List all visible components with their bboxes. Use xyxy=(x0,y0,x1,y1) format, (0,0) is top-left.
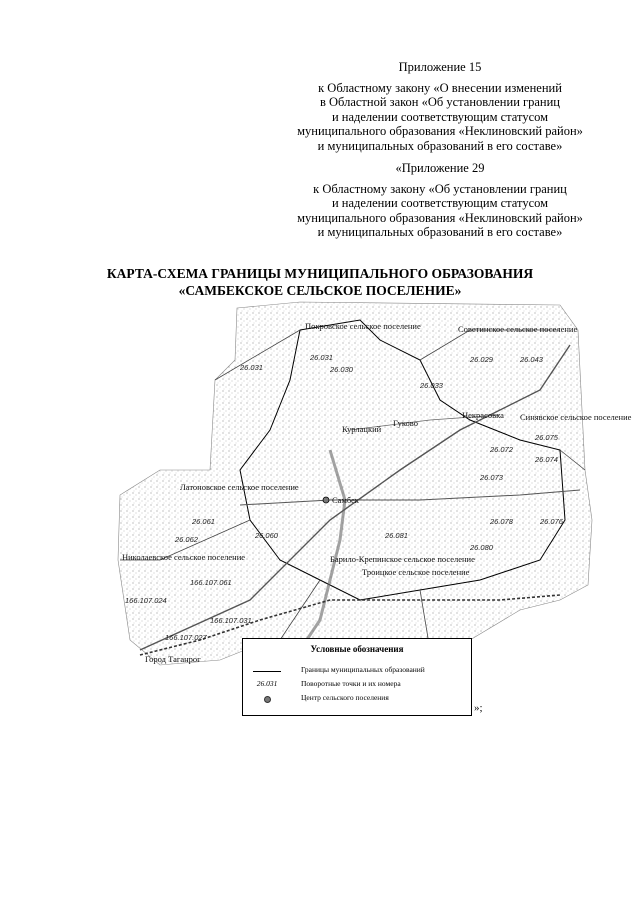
legend-title: Условные обозначения xyxy=(310,644,404,654)
point-label: 26.072 xyxy=(490,445,513,454)
point-label: 166.107.024 xyxy=(125,596,167,605)
point-label: 166.107.027 xyxy=(165,633,207,642)
label-sovetinskoe: Советинское сельское поселение xyxy=(458,324,578,334)
appendix-line: и муниципальных образований в его составе» xyxy=(317,225,563,239)
label-kurlatsky: Курлацкий xyxy=(342,424,382,434)
appendix-line: в Областной закон «Об установлении границ xyxy=(319,95,560,109)
legend-row-boundary xyxy=(251,665,465,677)
point-label: 26.074 xyxy=(535,455,558,464)
point-label: 26.062 xyxy=(175,535,198,544)
appendix-line: к Областному закону «О внесении изменений xyxy=(318,80,562,95)
legend-row-points xyxy=(251,679,465,691)
closing-quote: »; xyxy=(474,702,483,714)
center-dot-icon xyxy=(264,696,271,703)
legend-point-symbol: 26.031 xyxy=(256,679,278,688)
map-legend xyxy=(242,638,472,716)
appendix-line: муниципального образования «Неклиновский район» xyxy=(297,124,583,138)
point-label: 26.078 xyxy=(490,517,513,526)
appendix-line: и наделении соответствующим статусом xyxy=(331,196,549,210)
label-latonovskoe: Латоновское сельское поселение xyxy=(180,482,299,492)
legend-row-center xyxy=(251,693,465,705)
appendix-heading: Приложение 15 xyxy=(398,60,482,74)
label-troitskoe: Троицкое сельское поселение xyxy=(362,567,470,577)
appendix-line: муниципального образования «Неклиновский район» xyxy=(297,210,583,225)
label-sambek: Самбек xyxy=(332,495,359,505)
point-label: 166.107.061 xyxy=(190,578,232,587)
point-label: 26.081 xyxy=(385,531,408,540)
legend-label: Центр сельского поселения xyxy=(301,693,389,702)
legend-center-symbol xyxy=(251,693,283,705)
point-label: 26.061 xyxy=(192,517,215,526)
point-label: 26.031 xyxy=(310,353,333,362)
label-nikolaevskoe: Николаевское сельское поселение xyxy=(122,552,246,562)
point-label: 26.031 xyxy=(240,363,263,372)
point-label: 26.076 xyxy=(540,517,563,526)
label-gukovo: Гуково xyxy=(393,418,418,428)
point-label: 26.075 xyxy=(535,433,558,442)
legend-label: Поворотные точки и их номера xyxy=(301,679,401,688)
label-pokrovskoe: Покровское сельское поселение xyxy=(305,321,421,331)
map-title-line-1: КАРТА-СХЕМА ГРАНИЦЫ МУНИЦИПАЛЬНОГО ОБРАЗОВАНИЯ xyxy=(106,266,534,281)
appendix-heading: «Приложение 29 xyxy=(395,161,485,175)
point-label: 26.029 xyxy=(470,355,493,364)
point-label: 26.073 xyxy=(480,473,503,482)
appendix-line: и муниципальных образований в его составе» xyxy=(317,138,563,153)
point-label: 26.043 xyxy=(520,355,543,364)
point-label: 26.030 xyxy=(330,365,353,374)
point-label: 26.080 xyxy=(470,543,493,552)
point-label: 166.107.031 xyxy=(210,616,252,625)
label-nekrasovka: Некрасовка xyxy=(462,410,504,420)
appendix-line: к Областному закону «Об установлении границ xyxy=(313,181,567,196)
label-sinyavskoe: Синявское сельское поселение xyxy=(520,412,632,422)
label-barilo: Барило-Крепинское сельское поселение xyxy=(330,554,475,564)
legend-boundary-symbol xyxy=(251,665,283,677)
label-taganrog: Город Таганрог xyxy=(145,654,201,664)
appendix-line: и наделении соответствующим статусом xyxy=(331,109,549,124)
map-title-line-2: «САМБЕКСКОЕ СЕЛЬСКОЕ ПОСЕЛЕНИЕ» xyxy=(178,283,462,298)
legend-label: Границы муниципальных образований xyxy=(301,665,425,674)
point-label: 26.033 xyxy=(420,381,443,390)
point-label: 26.060 xyxy=(255,531,278,540)
settlement-center-marker xyxy=(323,497,329,503)
